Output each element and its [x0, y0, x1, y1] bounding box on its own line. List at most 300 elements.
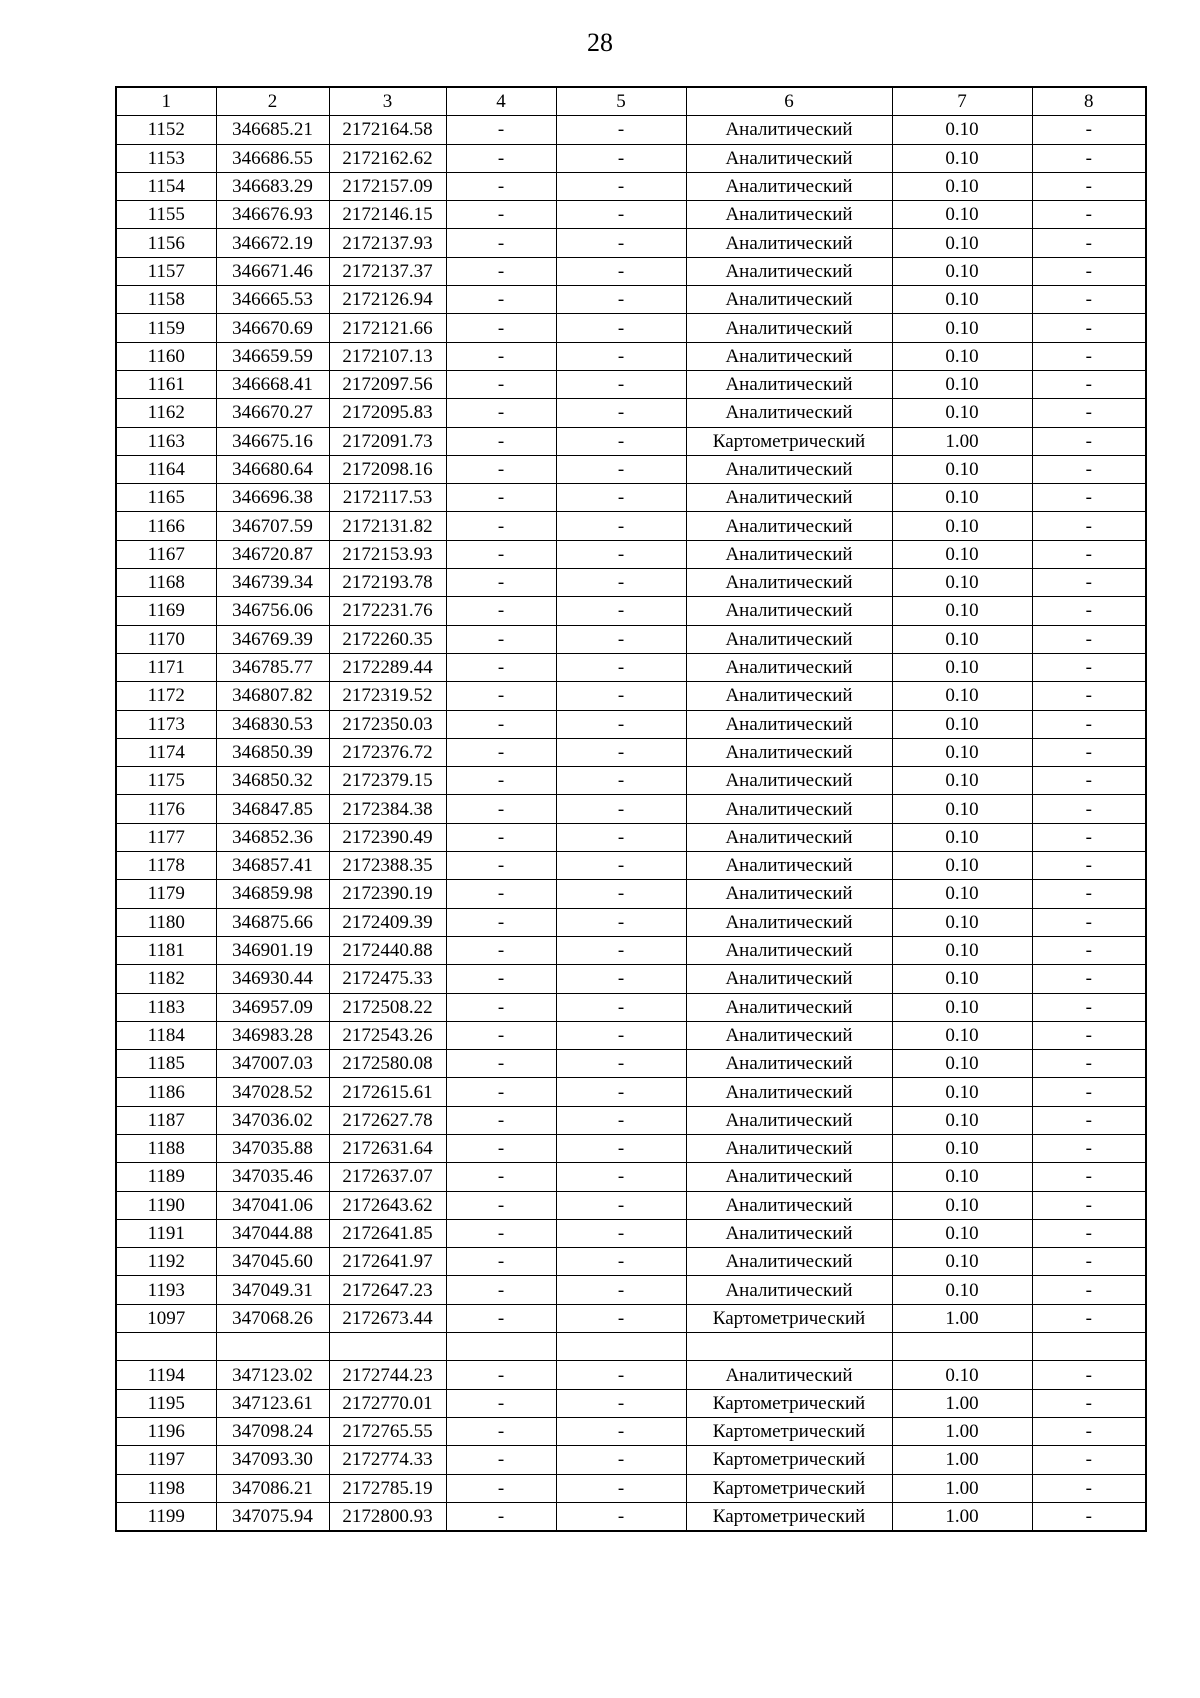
y-coordinate-cell: 2172800.93: [329, 1502, 446, 1531]
x-coordinate-cell: 347007.03: [216, 1050, 329, 1078]
col4-cell: -: [446, 823, 556, 851]
accuracy-cell: 0.10: [892, 540, 1032, 568]
col4-cell: -: [446, 1021, 556, 1049]
col4-cell: -: [446, 399, 556, 427]
x-coordinate-cell: 347028.52: [216, 1078, 329, 1106]
y-coordinate-cell: 2172157.09: [329, 172, 446, 200]
y-coordinate-cell: 2172137.93: [329, 229, 446, 257]
col8-cell: -: [1032, 512, 1146, 540]
col5-cell: -: [556, 880, 686, 908]
y-coordinate-cell: 2172388.35: [329, 852, 446, 880]
col4-cell: -: [446, 738, 556, 766]
table-row: [116, 540, 1146, 568]
point-number-cell: 1154: [116, 172, 216, 200]
point-number-cell: 1161: [116, 370, 216, 398]
method-cell: Аналитический: [686, 625, 892, 653]
col8-cell: -: [1032, 1361, 1146, 1389]
accuracy-cell: 0.10: [892, 144, 1032, 172]
table-row: [116, 455, 1146, 483]
point-number-cell: 1156: [116, 229, 216, 257]
point-number-cell: 1193: [116, 1276, 216, 1304]
col8-cell: -: [1032, 936, 1146, 964]
method-cell: Аналитический: [686, 767, 892, 795]
col5-cell: -: [556, 427, 686, 455]
col4-cell: -: [446, 936, 556, 964]
x-coordinate-cell: 346720.87: [216, 540, 329, 568]
table-header: [116, 87, 1146, 116]
header-row: [116, 87, 1146, 116]
y-coordinate-cell: 2172117.53: [329, 484, 446, 512]
table-row: [116, 1389, 1146, 1417]
y-coordinate-cell: 2172153.93: [329, 540, 446, 568]
col4-cell: -: [446, 682, 556, 710]
accuracy-cell: 0.10: [892, 455, 1032, 483]
method-cell: Аналитический: [686, 1219, 892, 1247]
y-coordinate-cell: 2172319.52: [329, 682, 446, 710]
method-cell: Аналитический: [686, 852, 892, 880]
method-cell: Аналитический: [686, 144, 892, 172]
method-cell: Аналитический: [686, 569, 892, 597]
col4-cell: -: [446, 427, 556, 455]
accuracy-cell: 0.10: [892, 710, 1032, 738]
col4-cell: -: [446, 286, 556, 314]
column-header: 7: [892, 87, 1032, 116]
x-coordinate-cell: 347035.46: [216, 1163, 329, 1191]
col5-cell: -: [556, 257, 686, 285]
method-cell: Аналитический: [686, 1248, 892, 1276]
method-cell: Аналитический: [686, 116, 892, 144]
col5-cell: -: [556, 795, 686, 823]
col4-cell: -: [446, 1502, 556, 1531]
table-row: [116, 682, 1146, 710]
accuracy-cell: 0.10: [892, 1163, 1032, 1191]
point-number-cell: [116, 1333, 216, 1361]
y-coordinate-cell: 2172580.08: [329, 1050, 446, 1078]
col5-cell: -: [556, 512, 686, 540]
point-number-cell: 1184: [116, 1021, 216, 1049]
x-coordinate-cell: 346930.44: [216, 965, 329, 993]
point-number-cell: 1097: [116, 1304, 216, 1332]
col4-cell: -: [446, 1163, 556, 1191]
col4-cell: -: [446, 512, 556, 540]
point-number-cell: 1194: [116, 1361, 216, 1389]
col5-cell: -: [556, 1163, 686, 1191]
col4-cell: -: [446, 540, 556, 568]
table-row: [116, 257, 1146, 285]
col8-cell: -: [1032, 823, 1146, 851]
y-coordinate-cell: 2172260.35: [329, 625, 446, 653]
method-cell: Аналитический: [686, 229, 892, 257]
table-row: [116, 738, 1146, 766]
col5-cell: -: [556, 823, 686, 851]
point-number-cell: 1165: [116, 484, 216, 512]
y-coordinate-cell: 2172131.82: [329, 512, 446, 540]
accuracy-cell: 0.10: [892, 399, 1032, 427]
y-coordinate-cell: 2172376.72: [329, 738, 446, 766]
point-number-cell: 1183: [116, 993, 216, 1021]
table-row: [116, 1304, 1146, 1332]
col5-cell: [556, 1333, 686, 1361]
accuracy-cell: 0.10: [892, 484, 1032, 512]
point-number-cell: 1192: [116, 1248, 216, 1276]
col4-cell: -: [446, 767, 556, 795]
col5-cell: -: [556, 342, 686, 370]
col8-cell: -: [1032, 427, 1146, 455]
y-coordinate-cell: 2172673.44: [329, 1304, 446, 1332]
col8-cell: -: [1032, 965, 1146, 993]
col5-cell: -: [556, 1361, 686, 1389]
col8-cell: -: [1032, 144, 1146, 172]
col4-cell: -: [446, 1050, 556, 1078]
coordinates-table: [115, 86, 1147, 1532]
accuracy-cell: 0.10: [892, 852, 1032, 880]
method-cell: Аналитический: [686, 993, 892, 1021]
table-row: [116, 1361, 1146, 1389]
accuracy-cell: 0.10: [892, 201, 1032, 229]
col5-cell: -: [556, 1389, 686, 1417]
accuracy-cell: 0.10: [892, 1078, 1032, 1106]
x-coordinate-cell: 346671.46: [216, 257, 329, 285]
point-number-cell: 1189: [116, 1163, 216, 1191]
x-coordinate-cell: 346672.19: [216, 229, 329, 257]
col5-cell: -: [556, 1304, 686, 1332]
method-cell: Аналитический: [686, 936, 892, 964]
table-row: [116, 1446, 1146, 1474]
col4-cell: -: [446, 257, 556, 285]
accuracy-cell: 1.00: [892, 1304, 1032, 1332]
x-coordinate-cell: 346850.39: [216, 738, 329, 766]
x-coordinate-cell: 346983.28: [216, 1021, 329, 1049]
method-cell: Аналитический: [686, 257, 892, 285]
col5-cell: -: [556, 455, 686, 483]
table-row: [116, 116, 1146, 144]
point-number-cell: 1172: [116, 682, 216, 710]
accuracy-cell: 0.10: [892, 767, 1032, 795]
table-row: [116, 484, 1146, 512]
x-coordinate-cell: 346847.85: [216, 795, 329, 823]
table-row: [116, 314, 1146, 342]
col5-cell: -: [556, 1191, 686, 1219]
y-coordinate-cell: 2172770.01: [329, 1389, 446, 1417]
accuracy-cell: 0.10: [892, 993, 1032, 1021]
col5-cell: -: [556, 370, 686, 398]
accuracy-cell: 0.10: [892, 172, 1032, 200]
x-coordinate-cell: 346859.98: [216, 880, 329, 908]
method-cell: Аналитический: [686, 370, 892, 398]
col5-cell: -: [556, 144, 686, 172]
col4-cell: -: [446, 1078, 556, 1106]
accuracy-cell: 0.10: [892, 1361, 1032, 1389]
col8-cell: -: [1032, 795, 1146, 823]
col5-cell: -: [556, 936, 686, 964]
table-row: [116, 1248, 1146, 1276]
point-number-cell: 1181: [116, 936, 216, 964]
column-header: 5: [556, 87, 686, 116]
col5-cell: -: [556, 540, 686, 568]
x-coordinate-cell: 346857.41: [216, 852, 329, 880]
accuracy-cell: 0.10: [892, 1050, 1032, 1078]
method-cell: Аналитический: [686, 880, 892, 908]
col8-cell: -: [1032, 1106, 1146, 1134]
column-header: 1: [116, 87, 216, 116]
x-coordinate-cell: 346683.29: [216, 172, 329, 200]
x-coordinate-cell: 347098.24: [216, 1417, 329, 1445]
method-cell: Картометрический: [686, 1502, 892, 1531]
col5-cell: -: [556, 1248, 686, 1276]
y-coordinate-cell: 2172744.23: [329, 1361, 446, 1389]
y-coordinate-cell: 2172098.16: [329, 455, 446, 483]
x-coordinate-cell: 346668.41: [216, 370, 329, 398]
col5-cell: -: [556, 852, 686, 880]
y-coordinate-cell: 2172615.61: [329, 1078, 446, 1106]
method-cell: Аналитический: [686, 965, 892, 993]
y-coordinate-cell: 2172146.15: [329, 201, 446, 229]
accuracy-cell: 0.10: [892, 908, 1032, 936]
point-number-cell: 1173: [116, 710, 216, 738]
accuracy-cell: 1.00: [892, 1474, 1032, 1502]
table-row: [116, 1134, 1146, 1162]
col4-cell: -: [446, 795, 556, 823]
accuracy-cell: 0.10: [892, 569, 1032, 597]
method-cell: Аналитический: [686, 314, 892, 342]
accuracy-cell: 0.10: [892, 625, 1032, 653]
accuracy-cell: 0.10: [892, 795, 1032, 823]
point-number-cell: 1191: [116, 1219, 216, 1247]
y-coordinate-cell: 2172121.66: [329, 314, 446, 342]
col8-cell: -: [1032, 852, 1146, 880]
col4-cell: -: [446, 625, 556, 653]
x-coordinate-cell: 347035.88: [216, 1134, 329, 1162]
y-coordinate-cell: 2172390.19: [329, 880, 446, 908]
col5-cell: -: [556, 1474, 686, 1502]
col8-cell: -: [1032, 286, 1146, 314]
col4-cell: -: [446, 1106, 556, 1134]
table-row: [116, 1474, 1146, 1502]
table-row: [116, 597, 1146, 625]
col8-cell: -: [1032, 116, 1146, 144]
method-cell: Аналитический: [686, 1276, 892, 1304]
col5-cell: -: [556, 172, 686, 200]
col8-cell: -: [1032, 455, 1146, 483]
col4-cell: -: [446, 201, 556, 229]
col8-cell: -: [1032, 1417, 1146, 1445]
col5-cell: -: [556, 738, 686, 766]
accuracy-cell: 0.10: [892, 880, 1032, 908]
point-number-cell: 1164: [116, 455, 216, 483]
col8-cell: -: [1032, 569, 1146, 597]
method-cell: Аналитический: [686, 1191, 892, 1219]
col8-cell: -: [1032, 908, 1146, 936]
point-number-cell: 1171: [116, 653, 216, 681]
point-number-cell: 1182: [116, 965, 216, 993]
accuracy-cell: [892, 1333, 1032, 1361]
point-number-cell: 1186: [116, 1078, 216, 1106]
col4-cell: -: [446, 172, 556, 200]
y-coordinate-cell: 2172107.13: [329, 342, 446, 370]
col8-cell: -: [1032, 1021, 1146, 1049]
y-coordinate-cell: 2172543.26: [329, 1021, 446, 1049]
method-cell: Аналитический: [686, 1361, 892, 1389]
point-number-cell: 1187: [116, 1106, 216, 1134]
table-row: [116, 286, 1146, 314]
point-number-cell: 1196: [116, 1417, 216, 1445]
x-coordinate-cell: 346875.66: [216, 908, 329, 936]
x-coordinate-cell: 347045.60: [216, 1248, 329, 1276]
col5-cell: -: [556, 1106, 686, 1134]
col5-cell: -: [556, 597, 686, 625]
col4-cell: -: [446, 314, 556, 342]
accuracy-cell: 0.10: [892, 229, 1032, 257]
table-row: [116, 512, 1146, 540]
x-coordinate-cell: 346675.16: [216, 427, 329, 455]
method-cell: Аналитический: [686, 653, 892, 681]
column-header: 3: [329, 87, 446, 116]
accuracy-cell: 1.00: [892, 1502, 1032, 1531]
col5-cell: -: [556, 993, 686, 1021]
col8-cell: -: [1032, 710, 1146, 738]
y-coordinate-cell: 2172631.64: [329, 1134, 446, 1162]
point-number-cell: 1195: [116, 1389, 216, 1417]
point-number-cell: 1170: [116, 625, 216, 653]
col8-cell: -: [1032, 399, 1146, 427]
col5-cell: -: [556, 484, 686, 512]
point-number-cell: 1168: [116, 569, 216, 597]
col8-cell: -: [1032, 1134, 1146, 1162]
x-coordinate-cell: 347075.94: [216, 1502, 329, 1531]
y-coordinate-cell: 2172643.62: [329, 1191, 446, 1219]
method-cell: Аналитический: [686, 1163, 892, 1191]
col4-cell: -: [446, 653, 556, 681]
y-coordinate-cell: 2172095.83: [329, 399, 446, 427]
col8-cell: -: [1032, 597, 1146, 625]
point-number-cell: 1188: [116, 1134, 216, 1162]
col5-cell: -: [556, 399, 686, 427]
x-coordinate-cell: 346686.55: [216, 144, 329, 172]
accuracy-cell: 0.10: [892, 370, 1032, 398]
method-cell: Аналитический: [686, 342, 892, 370]
col4-cell: -: [446, 1361, 556, 1389]
method-cell: Аналитический: [686, 1050, 892, 1078]
col8-cell: -: [1032, 1276, 1146, 1304]
x-coordinate-cell: 347123.02: [216, 1361, 329, 1389]
x-coordinate-cell: 346680.64: [216, 455, 329, 483]
point-number-cell: 1190: [116, 1191, 216, 1219]
col4-cell: -: [446, 484, 556, 512]
col5-cell: -: [556, 229, 686, 257]
method-cell: Аналитический: [686, 455, 892, 483]
table-row: [116, 1502, 1146, 1531]
col5-cell: -: [556, 1134, 686, 1162]
y-coordinate-cell: 2172508.22: [329, 993, 446, 1021]
accuracy-cell: 0.10: [892, 1219, 1032, 1247]
table-row: [116, 908, 1146, 936]
accuracy-cell: 0.10: [892, 286, 1032, 314]
x-coordinate-cell: 347093.30: [216, 1446, 329, 1474]
x-coordinate-cell: 346852.36: [216, 823, 329, 851]
col8-cell: -: [1032, 653, 1146, 681]
y-coordinate-cell: 2172475.33: [329, 965, 446, 993]
point-number-cell: 1163: [116, 427, 216, 455]
table-row: [116, 965, 1146, 993]
col4-cell: -: [446, 597, 556, 625]
col4-cell: -: [446, 144, 556, 172]
column-header: 8: [1032, 87, 1146, 116]
col4-cell: -: [446, 370, 556, 398]
col5-cell: -: [556, 625, 686, 653]
method-cell: Аналитический: [686, 540, 892, 568]
x-coordinate-cell: 346707.59: [216, 512, 329, 540]
x-coordinate-cell: 346901.19: [216, 936, 329, 964]
point-number-cell: 1174: [116, 738, 216, 766]
table-row: [116, 1417, 1146, 1445]
point-number-cell: 1169: [116, 597, 216, 625]
table-row: [116, 880, 1146, 908]
x-coordinate-cell: 347123.61: [216, 1389, 329, 1417]
method-cell: [686, 1333, 892, 1361]
y-coordinate-cell: 2172774.33: [329, 1446, 446, 1474]
y-coordinate-cell: [329, 1333, 446, 1361]
col8-cell: -: [1032, 342, 1146, 370]
method-cell: Аналитический: [686, 512, 892, 540]
accuracy-cell: 0.10: [892, 512, 1032, 540]
y-coordinate-cell: 2172765.55: [329, 1417, 446, 1445]
column-header: 6: [686, 87, 892, 116]
col4-cell: -: [446, 1219, 556, 1247]
table-row: [116, 1333, 1146, 1361]
col4-cell: -: [446, 116, 556, 144]
accuracy-cell: 1.00: [892, 1446, 1032, 1474]
x-coordinate-cell: 346807.82: [216, 682, 329, 710]
col5-cell: -: [556, 286, 686, 314]
y-coordinate-cell: 2172409.39: [329, 908, 446, 936]
column-header: 2: [216, 87, 329, 116]
accuracy-cell: 0.10: [892, 1248, 1032, 1276]
table-row: [116, 653, 1146, 681]
col4-cell: [446, 1333, 556, 1361]
accuracy-cell: 1.00: [892, 1417, 1032, 1445]
col4-cell: -: [446, 569, 556, 597]
method-cell: Аналитический: [686, 484, 892, 512]
col4-cell: -: [446, 908, 556, 936]
method-cell: Картометрический: [686, 427, 892, 455]
y-coordinate-cell: 2172440.88: [329, 936, 446, 964]
point-number-cell: 1197: [116, 1446, 216, 1474]
col4-cell: -: [446, 1417, 556, 1445]
table-row: [116, 1163, 1146, 1191]
point-number-cell: 1185: [116, 1050, 216, 1078]
col8-cell: -: [1032, 1078, 1146, 1106]
col8-cell: -: [1032, 1248, 1146, 1276]
method-cell: Картометрический: [686, 1389, 892, 1417]
x-coordinate-cell: 346850.32: [216, 767, 329, 795]
col4-cell: -: [446, 1248, 556, 1276]
page-number: 28: [587, 28, 613, 57]
table-row: [116, 229, 1146, 257]
col8-cell: -: [1032, 767, 1146, 795]
col5-cell: -: [556, 1219, 686, 1247]
col4-cell: -: [446, 1474, 556, 1502]
col4-cell: -: [446, 342, 556, 370]
y-coordinate-cell: 2172785.19: [329, 1474, 446, 1502]
col8-cell: -: [1032, 229, 1146, 257]
table-row: [116, 569, 1146, 597]
point-number-cell: 1178: [116, 852, 216, 880]
x-coordinate-cell: 346670.27: [216, 399, 329, 427]
table-row: [116, 1191, 1146, 1219]
method-cell: Аналитический: [686, 1106, 892, 1134]
accuracy-cell: 0.10: [892, 936, 1032, 964]
table-row: [116, 823, 1146, 851]
